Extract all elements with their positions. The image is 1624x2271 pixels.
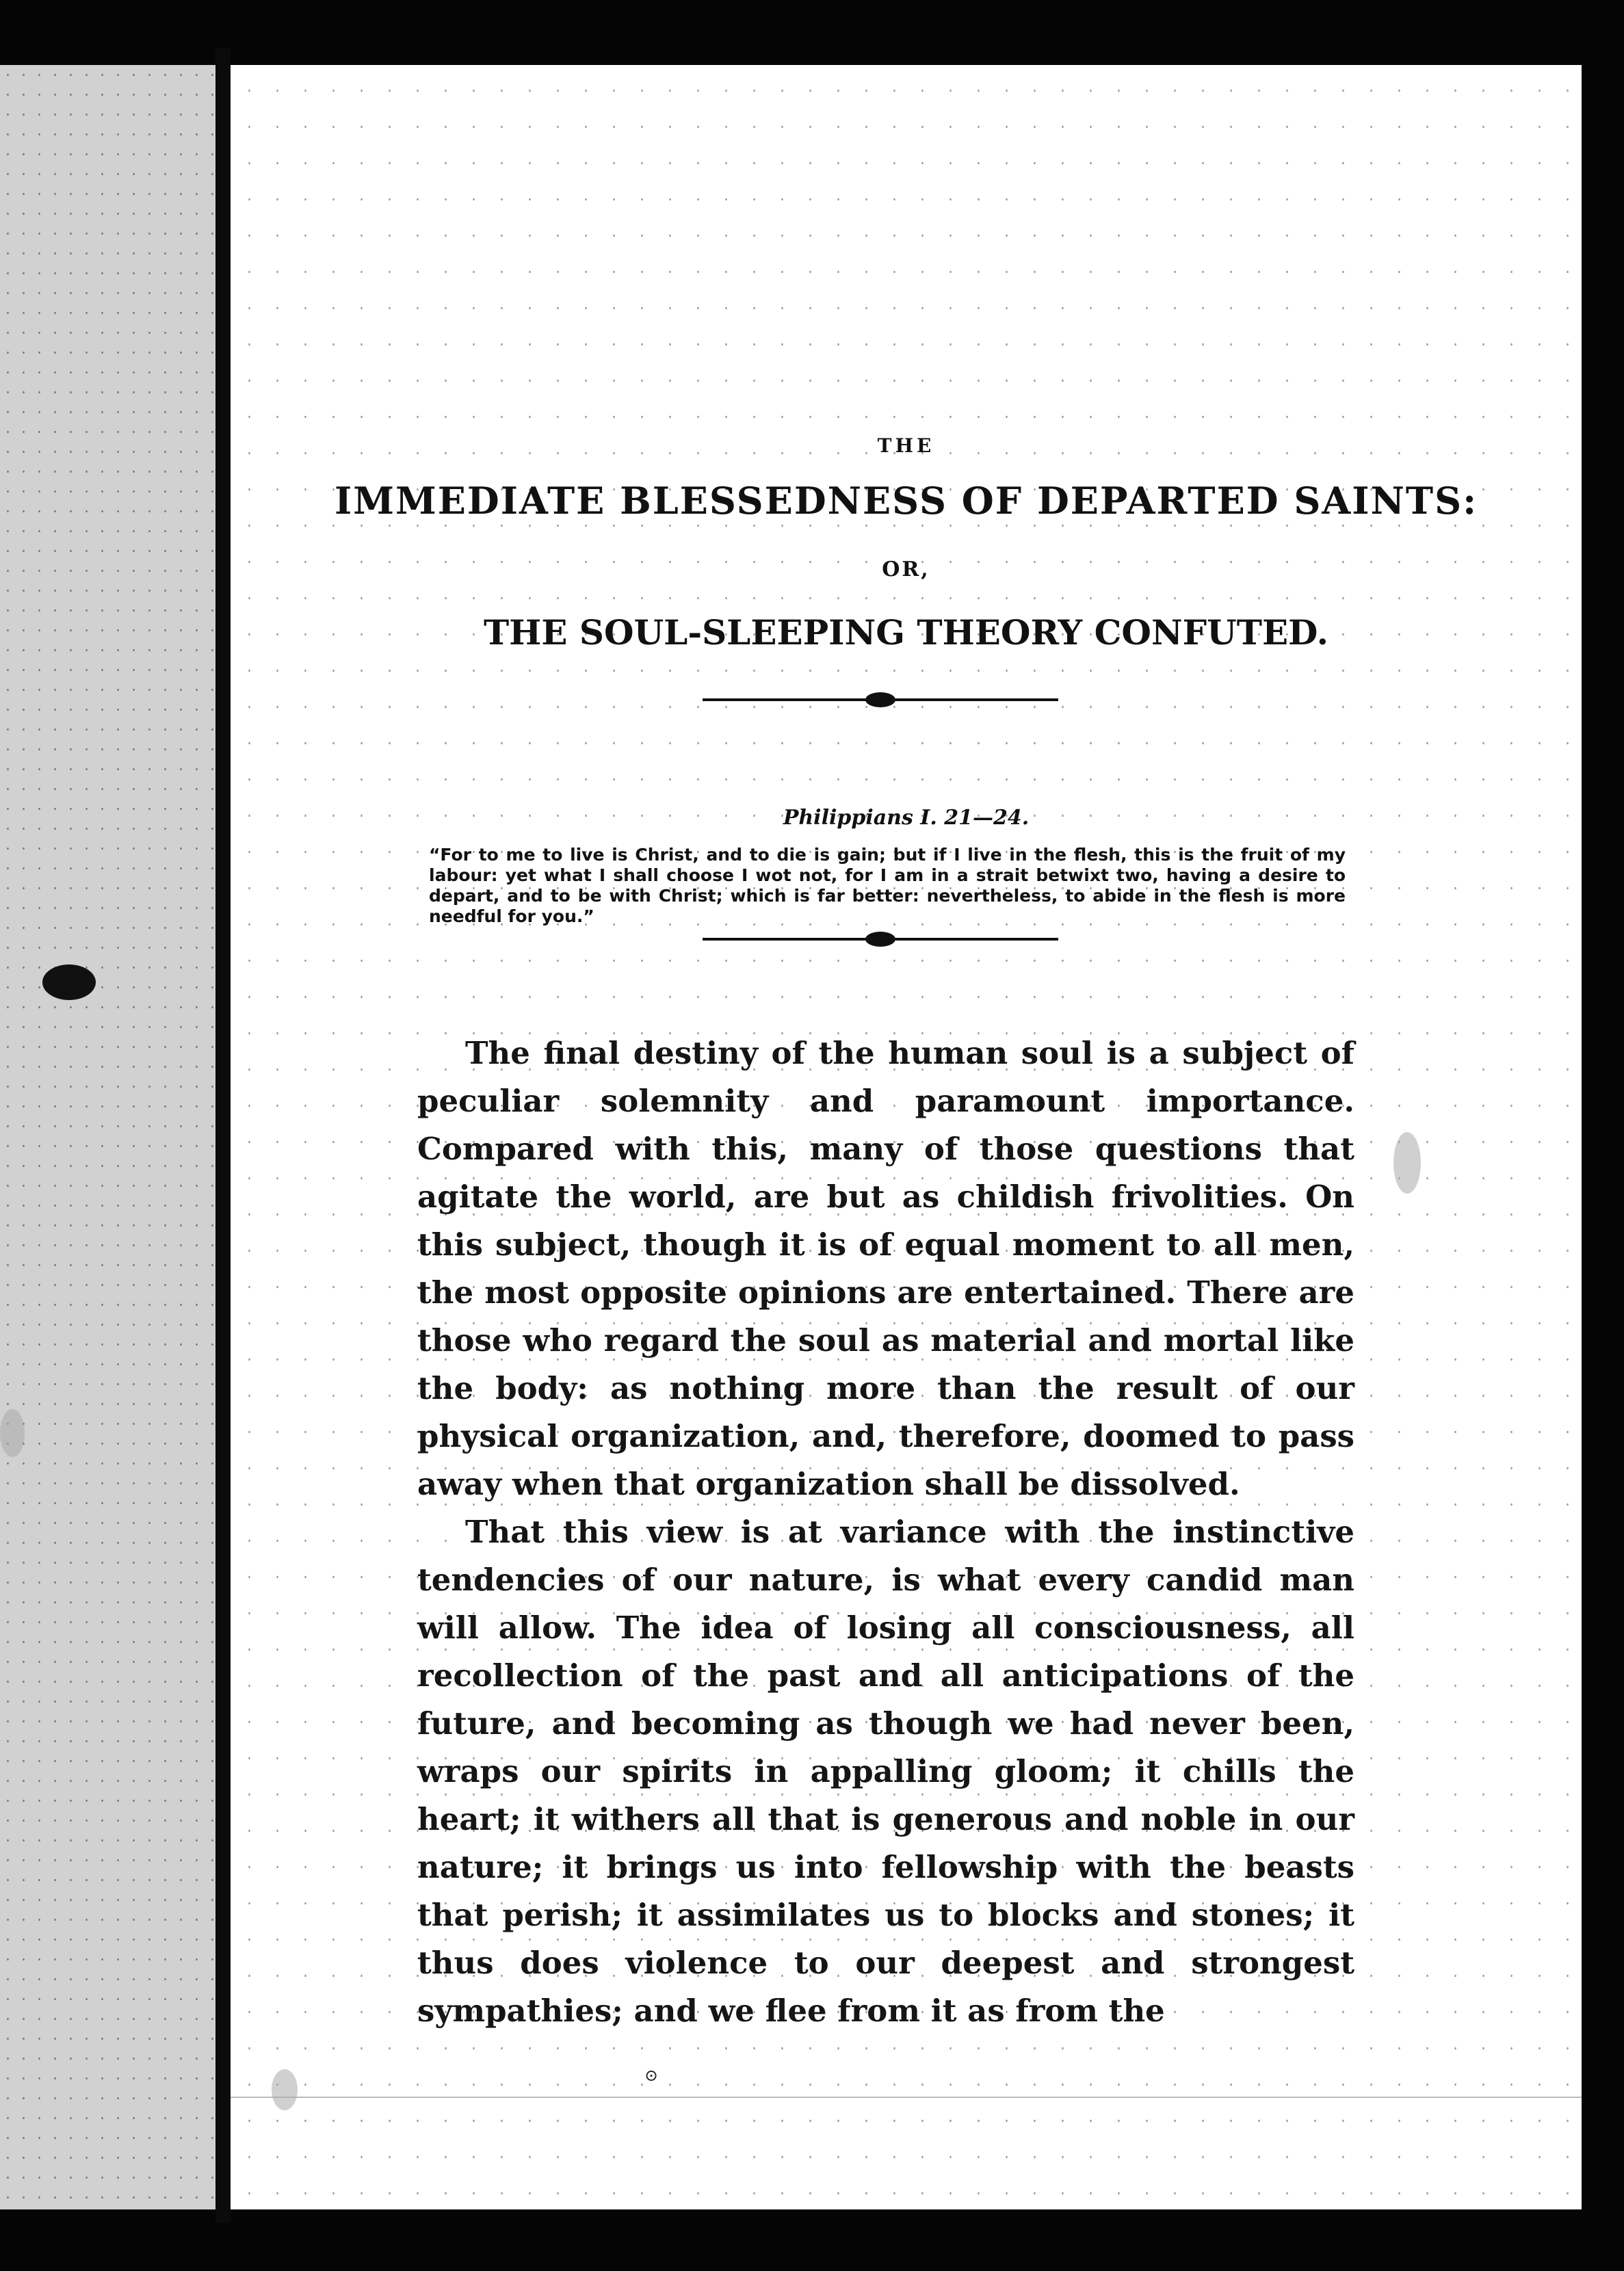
body-text	[417, 1029, 1354, 2035]
epigraph-reference: Philippians I. 21—24.	[783, 806, 1030, 830]
scan-smudge	[1393, 1132, 1421, 1194]
epigraph-quote: “For to me to live is Christ, and to die is gain; but if I live in the flesh, this is the fruit of my labour: yet what I shall choose I wot not, for I am in a strait betwixt two, having a desire to depart, and to be with Christ; which is far better: nevertheless, to abide in the flesh is more needful for you.”	[429, 845, 1346, 926]
document-title: IMMEDIATE BLESSEDNESS OF DEPARTED SAINTS:	[334, 479, 1478, 523]
title-connector: OR,	[882, 557, 930, 581]
page-mark: ⊙	[644, 2066, 659, 2085]
ink-blot	[42, 964, 96, 1000]
ornamental-rule-bottom	[703, 930, 1058, 948]
book-gutter	[215, 48, 231, 2223]
paragraph: That this view is at variance with the instinctive tendencies of our nature, is what every candid man will allow. The idea of losing all consciousness, all recollection of the past and all anticipations of the future, and becoming as though we had never been, wraps our spirits in appalling gloom; it chills the heart; it withers all that is generous and noble in our nature; it brings us into fellowship with the beasts that perish; it assimilates us to blocks and stones; it thus does violence to our deepest and strongest sympathies; and we flee from it as from the	[417, 1514, 1354, 2029]
page-bottom-line	[231, 2097, 1582, 2098]
document-subtitle: THE SOUL-SLEEPING THEORY CONFUTED.	[483, 612, 1329, 653]
paragraph: The final destiny of the human soul is a subject of peculiar solemnity and paramount importance. Compared with this, many of those questions that agitate the world, are but as childish frivolities. On this subject, though it is of equal moment to all men, the most opposite opinions are entertained. There are those who regard the soul as material and mortal like the body: as nothing more than the result of our physical organization, and, therefore, doomed to pass away when that organization shall be dissolved.	[417, 1035, 1354, 1502]
ornamental-rule-top	[703, 691, 1058, 709]
scan-smudge	[0, 1409, 25, 1457]
facing-page-edge	[0, 65, 215, 2209]
heading-small: THE	[877, 434, 935, 457]
document-page	[231, 65, 1582, 2209]
scan-smudge	[272, 2069, 298, 2110]
